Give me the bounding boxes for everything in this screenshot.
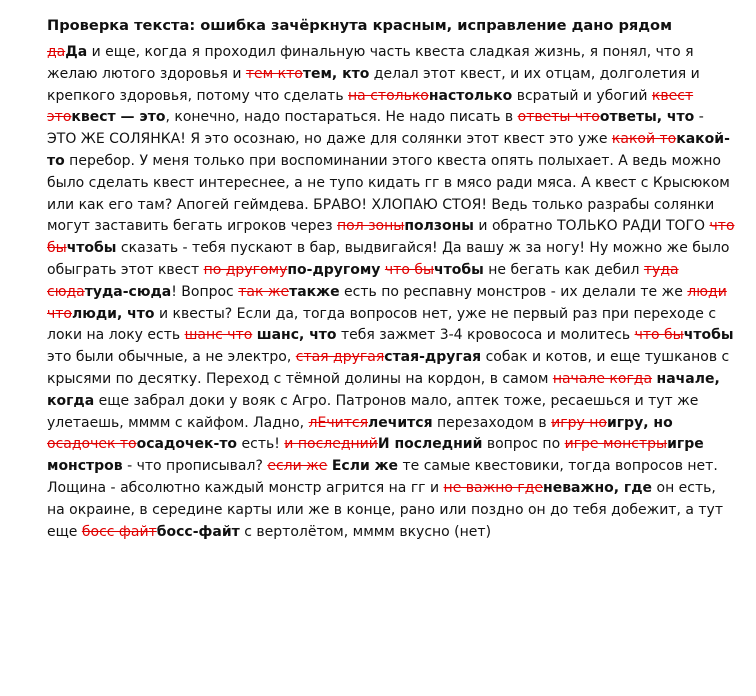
correction-text: какой-то <box>47 131 730 169</box>
error-text: стая другая <box>295 349 385 366</box>
error-text: начале когда <box>552 370 653 387</box>
error-text: что бы <box>384 261 435 278</box>
body-text: делал этот квест, и их отцам, долголетия и крепкого здоровья, потому что сделать <box>47 65 700 104</box>
document-body <box>47 42 737 543</box>
body-text: - что прописывал? <box>122 458 268 475</box>
correction-text: лечится <box>368 414 433 431</box>
error-text: какой то <box>611 131 677 148</box>
correction-text: ползоны <box>404 218 474 235</box>
error-text: да <box>47 44 66 60</box>
page-title: Проверка текста: ошибка зачёркнута красным, исправление дано рядом <box>47 17 673 34</box>
correction-text: ответы, что <box>599 109 695 126</box>
error-text: осадочек то <box>47 436 137 453</box>
correction-text: осадочек-то <box>136 436 238 453</box>
correction-text: шанс, что <box>256 327 337 344</box>
body-text: он есть, на окраине, в середине карты или же в конце, рано или поздно он до тебя добежит, а тут еще <box>47 479 723 540</box>
body-text: те самые квестовики, тогда вопросов нет. Лощина - абсолютно каждый монстр агрится на гг и <box>47 458 718 496</box>
correction-text: неважно, где <box>543 479 653 496</box>
body-text: - ЭТО ЖЕ СОЛЯНКА! Я это осознаю, но даже для солянки этот квест это уже <box>47 109 704 148</box>
body-text: не бегать как дебил <box>483 261 644 278</box>
error-text: люди что <box>47 283 727 322</box>
body-text: и обратно ТОЛЬКО РАДИ ТОГО <box>473 218 710 235</box>
error-text: пол зоны <box>336 218 405 235</box>
correction-text: по-другому <box>287 261 381 278</box>
correction-text: Если же <box>331 458 399 475</box>
body-text: еще забрал доки у вояк с Агро. Патронов мало, аптек тоже, ресаешься и тут же улетаешь, мммм с кайфом. Ладно, <box>47 392 699 431</box>
error-text: не важно где <box>443 479 544 496</box>
correction-text: туда-сюда <box>84 283 172 300</box>
correction-text: тем, кто <box>302 65 370 82</box>
error-text: босс файт <box>81 523 157 540</box>
body-text: есть! <box>237 436 285 453</box>
error-text: игру но <box>551 414 607 431</box>
body-text: с вертолётом, мммм вкусно (нет) <box>239 523 492 540</box>
correction-text: начале, когда <box>47 370 720 409</box>
body-text: сказать - тебя пускают в бар, выдвигайся! Да вашу ж за ногу! Ну можно же было обыграть этот квест <box>47 240 730 278</box>
correction-text: игре монстров <box>47 436 704 475</box>
correction-text: квест — это <box>71 109 166 126</box>
body-text: тебя зажмет 3-4 кровососа и молитесь <box>336 327 635 344</box>
document <box>47 16 737 543</box>
error-text: игре монстры <box>564 436 668 453</box>
correction-text: чтобы <box>434 261 484 278</box>
correction-text: стая-другая <box>384 349 482 366</box>
error-text: и последний <box>284 436 378 453</box>
body-text: и еще, когда я проходил финальную часть квеста сладкая жизнь, я понял, что я желаю лютого здоровья и <box>47 44 694 82</box>
correction-text: чтобы <box>66 240 117 257</box>
error-text: что бы <box>634 327 684 344</box>
correction-text: настолько <box>428 87 513 104</box>
body-text: и квесты? Если да, тогда вопросов нет, уже не первый раз при переходе с локи на локу есть <box>47 305 717 344</box>
error-text: квест это <box>47 87 694 126</box>
body-text: собак и котов, и еще тушканов с крысями по десятку. Переход с тёмной долины на кордон, в самом <box>47 349 730 387</box>
error-text: тем кто <box>245 65 303 82</box>
correction-text: чтобы <box>683 327 734 344</box>
body-text: , конечно, надо постараться. Не надо писать в <box>165 109 518 126</box>
error-text: ответы что <box>517 109 600 126</box>
correction-text: босс-файт <box>156 523 240 540</box>
body-text: есть по респавну монстров - их делали те же <box>339 283 688 300</box>
body-text: вопрос по <box>482 436 565 453</box>
correction-text: И последний <box>377 436 483 453</box>
error-text: туда сюда <box>47 261 679 300</box>
error-text: лЕчится <box>308 414 368 431</box>
correction-text: игру, но <box>606 414 673 431</box>
body-text: ! Вопрос <box>171 283 239 300</box>
error-text: на столько <box>348 87 429 104</box>
error-text: по другому <box>203 261 288 278</box>
error-text: так же <box>238 283 290 300</box>
error-text: что бы <box>47 218 735 257</box>
correction-text: также <box>289 283 340 300</box>
correction-text: люди, что <box>72 305 155 322</box>
body-text: это были обычные, а не электро, <box>47 349 296 366</box>
error-text: если же <box>267 458 328 475</box>
body-text: всратый и убогий <box>512 87 652 104</box>
body-text: перебор. У меня только при воспоминании этого квеста опять полыхает. А ведь можно было сделать квест интереснее, а не тупо кидать гг в мясо ради мяса. А квест с Крысюком или как его там? Апогей геймдева. БРАВО! ХЛОПАЮ СТОЯ! Ведь только разрабы солянки могут заставить бегать игроков через <box>47 152 730 235</box>
error-text: шанс что <box>184 327 253 344</box>
correction-text: Да <box>65 44 88 60</box>
body-text: перезаходом в <box>432 414 552 431</box>
